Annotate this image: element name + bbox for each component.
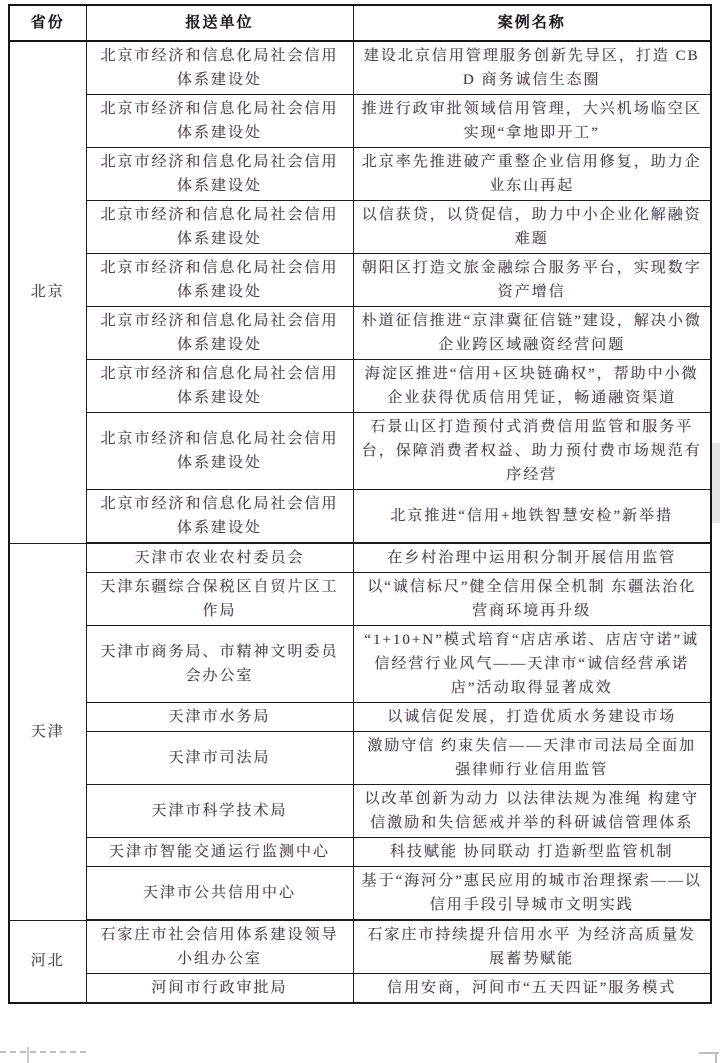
unit-cell: 河间市行政审批局 [86,974,353,1004]
table-row [9,148,711,201]
table-row [9,413,711,490]
table-row [9,95,711,148]
table-row [9,974,711,1004]
table-row [9,543,711,573]
table-row [9,201,711,254]
unit-cell: 北京市经济和信息化局社会信用体系建设处 [86,95,353,148]
table-row [9,785,711,838]
case-cell: 基于“海河分”惠民应用的城市治理探索——以信用手段引导城市文明实践 [353,867,711,921]
header-cell-province: 省份 [9,5,86,41]
header-cell-unit: 报送单位 [86,5,353,41]
unit-cell: 天津市商务局、市精神文明委员会办公室 [86,626,353,703]
case-cell: 朝阳区打造文旅金融综合服务平台，实现数字资产增信 [353,254,711,307]
unit-cell: 北京市经济和信息化局社会信用体系建设处 [86,254,353,307]
table-row [9,703,711,732]
table-header-row [9,5,711,41]
unit-cell: 北京市经济和信息化局社会信用体系建设处 [86,307,353,360]
unit-cell: 天津东疆综合保税区自贸片区工作局 [86,573,353,626]
table-row [9,490,711,544]
unit-cell: 天津市科学技术局 [86,785,353,838]
table-row [9,41,711,95]
table-body [9,41,711,1003]
credit-cases-table [8,4,712,1004]
unit-cell: 北京市经济和信息化局社会信用体系建设处 [86,41,353,95]
table-row [9,838,711,867]
page-margin-tick-artifact [27,1047,29,1063]
case-cell: 北京推进“信用+地铁智慧安检”新举措 [353,490,711,544]
table-row [9,920,711,974]
scrollbar-artifact [712,443,720,523]
page-margin-dash-artifact [0,1051,86,1053]
table-row [9,254,711,307]
case-cell: 推进行政审批领域信用管理，大兴机场临空区实现“拿地即开工” [353,95,711,148]
case-cell: 科技赋能 协同联动 打造新型监管机制 [353,838,711,867]
unit-cell: 北京市经济和信息化局社会信用体系建设处 [86,148,353,201]
table-resize-handle-artifact [715,1052,717,1063]
province-cell: 北京 [9,41,86,543]
case-cell: 激励守信 约束失信——天津市司法局全面加强律师行业信用监管 [353,732,711,785]
case-cell: 朴道征信推进“京津冀征信链”建设，解决小微企业跨区域融资经营问题 [353,307,711,360]
province-cell: 河北 [9,920,86,1003]
case-cell: 石家庄市持续提升信用水平 为经济高质量发展蓄势赋能 [353,920,711,974]
unit-cell: 北京市经济和信息化局社会信用体系建设处 [86,201,353,254]
unit-cell: 石家庄市社会信用体系建设领导小组办公室 [86,920,353,974]
table-row [9,360,711,413]
table-row [9,307,711,360]
case-cell: 在乡村治理中运用积分制开展信用监管 [353,543,711,573]
province-cell: 天津 [9,543,86,920]
unit-cell: 北京市经济和信息化局社会信用体系建设处 [86,360,353,413]
case-cell: 以诚信促发展，打造优质水务建设市场 [353,703,711,732]
unit-cell: 天津市水务局 [86,703,353,732]
case-cell: “1+10+N”模式培育“店店承诺、店店守诺”诚信经营行业风气——天津市“诚信经营承诺店”活动取得显著成效 [353,626,711,703]
unit-cell: 天津市农业农村委员会 [86,543,353,573]
case-cell: 北京率先推进破产重整企业信用修复，助力企业东山再起 [353,148,711,201]
table-row [9,867,711,921]
unit-cell: 北京市经济和信息化局社会信用体系建设处 [86,413,353,490]
case-cell: 以改革创新为动力 以法律法规为准绳 构建守信激励和失信惩戒并举的科研诚信管理体系 [353,785,711,838]
case-cell: 以“诚信标尺”健全信用保全机制 东疆法治化营商环境再升级 [353,573,711,626]
table-row [9,573,711,626]
unit-cell: 天津市公共信用中心 [86,867,353,921]
header-cell-case: 案例名称 [353,5,711,41]
case-cell: 信用安商，河间市“五天四证”服务模式 [353,974,711,1004]
unit-cell: 北京市经济和信息化局社会信用体系建设处 [86,490,353,544]
case-cell: 石景山区打造预付式消费信用监管和服务平台，保障消费者权益、助力预付费市场规范有序经营 [353,413,711,490]
table-row [9,732,711,785]
case-cell: 海淀区推进“信用+区块链确权”，帮助中小微企业获得优质信用凭证，畅通融资渠道 [353,360,711,413]
table-row [9,626,711,703]
case-cell: 以信获贷，以贷促信，助力中小企业化解融资难题 [353,201,711,254]
case-cell: 建设北京信用管理服务创新先导区，打造 CBD 商务诚信生态圈 [353,41,711,95]
unit-cell: 天津市司法局 [86,732,353,785]
unit-cell: 天津市智能交通运行监测中心 [86,838,353,867]
